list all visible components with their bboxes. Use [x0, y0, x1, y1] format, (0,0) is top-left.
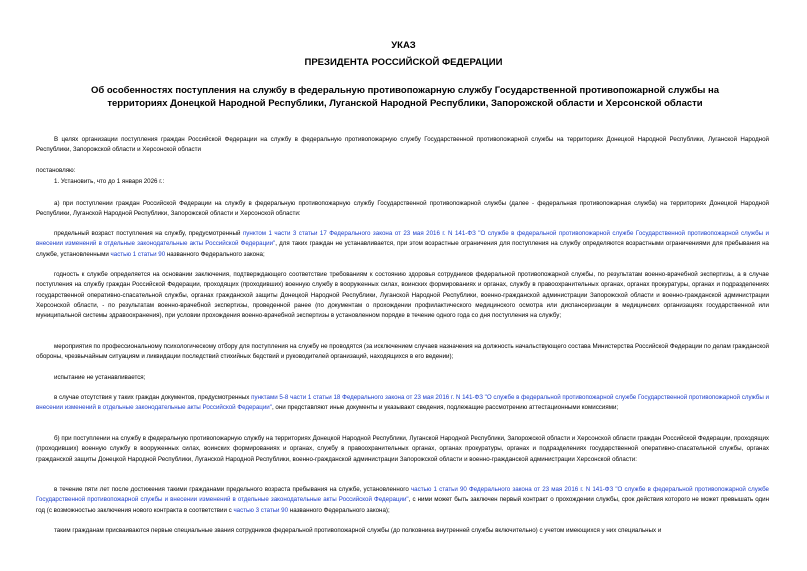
para-item-a: а) при поступлении граждан Российской Федерации на службу в федеральную противопожарную службу Государственной противопожарной службы (далее - федеральная противопожарная служба) на территориях Донецкой Народной Республики, Луганской Народной Республики, Запорожской области и Херсонской области: [36, 200, 769, 218]
docs-text-b: , они представляют иные документы и указывают сведения, подлежащие рассмотрению аттестационными комиссиями; [271, 404, 619, 412]
age-text-a: предельный возраст поступления на службу, предусмотренный [54, 230, 243, 237]
para-ranks: таким гражданам присваиваются первые специальные звания сотрудников федеральной противопожарной службы (до полковника внутренней службы включительно) с учетом имеющихся у них специальных и [54, 527, 662, 534]
age-text-c: названного Федерального закона; [165, 250, 265, 258]
para-intro: В целях организации поступления граждан Российской Федерации на службу в федеральную противопожарную службу Государственной противопожарной службы на территориях Донецкой Народной Республики, Луганской Народной Республики, Запорожской области и Херсонской области [36, 136, 769, 154]
five-text-b: , с ними может быть заключен первый контракт о прохождении службы, срок действия которого не может превышать один год (с возможностью заключения нового контракта в соответствии с [36, 496, 769, 514]
law-link-art90-part3[interactable]: частью 3 статьи 90 [233, 506, 289, 514]
law-link-art90-part1[interactable]: частью 1 статьи 90 Федерального закона от 23 мая 2016 г. N 141-ФЗ "О службе в федеральной противопожарной службе Государственной противопожарной службы и внесении изменений в отдельные законодательные акты Российской Федерации" [36, 486, 769, 504]
para-item-1: 1. Установить, что до 1 января 2026 г.: [54, 178, 165, 185]
para-five-years [36, 485, 769, 516]
law-link-art90[interactable]: частью 1 статьи 90 [110, 250, 166, 258]
para-item-b: б) при поступлении на службу в федеральную противопожарную службу на территориях Донецкой Народной Республики, Луганской Народной Республики, Запорожской области и Херсонской области граждан Российской Федерации, проходящих (проходивших) военную службу в вооруженных силах, воинских формированиях и органах, службу в правоохранительных органах, органах прокуратуры, органах и подразделениях государственной оперативно-спасательной службы, органах гражданской защиты Донецкой Народной Республики, Луганской Народной Республики, военно-гражданской администрации Запорожской области и военно-гражданской администрации Херсонской области: [36, 435, 769, 463]
doc-heading: Об особенностях поступления на службу в федеральную противопожарную службу Государственной противопожарной службы на территориях Донецкой Народной Республики, Луганской Народной Республики, Запорожской области и Херсонской области [90, 85, 720, 109]
para-selection: мероприятия по профессиональному психологическому отбору для поступления на службу не проводятся (за исключением случаев назначения на должность начальствующего состава Министерства Российской Федерации по делам гражданской обороны, чрезвычайным ситуациям и ликвидации последствий стихийных бедствий и руководителей организаций, находящихся в его ведении); [36, 343, 769, 361]
para-fitness: годность к службе определяется на основании заключения, подтверждающего соответствие требованиям к состоянию здоровья сотрудников федеральной противопожарной службы, по результатам военно-врачебной экспертизы, а в случае поступления на службу граждан Российской Федерации, проходящих (проходивших) военную службу в вооруженных силах, воинских формированиях и органах, службу в правоохранительных органах, органах прокуратуры, органах и подразделениях государственной оперативно-спасательной службы, органах гражданской защиты Донецкой Народной Республики, Луганской Народной Республики, военно-гражданской администрации Запорожской области и военно-гражданской администрации Херсонской области, - по результатам военно-врачебной экспертизы, проведенной ранее (по документам о прохождении профилактического медицинского осмотра или диспансеризации в медицинских организациях государственной или муниципальной системы здравоохранения), при условии прохождения военно-врачебной экспертизы в установленном порядке в течение одного года со дня поступления на службу; [36, 271, 769, 320]
doc-title-president: ПРЕЗИДЕНТА РОССИЙСКОЙ ФЕДЕРАЦИИ [304, 57, 503, 68]
five-text-a: в течение пяти лет после достижения такими гражданами предельного возраста пребывания на службе, установленного [54, 486, 411, 493]
doc-title-decree: УКАЗ [391, 40, 416, 51]
law-link-art18[interactable]: пунктами 5-8 части 1 статьи 18 Федерального закона от 23 мая 2016 г. N 141-ФЗ "О службе в федеральной противопожарной службе Государственной противопожарной службы и внесении изменений в отдельные законодательные акты Российской Федерации" [36, 394, 769, 412]
para-age-limit [36, 229, 769, 260]
five-text-c: названного Федерального закона); [288, 506, 390, 514]
docs-text-a: в случае отсутствия у таких граждан документов, предусмотренных [54, 394, 252, 401]
para-probation: испытание не устанавливается; [54, 374, 146, 381]
para-decree: постановляю: [36, 167, 76, 174]
law-link-art17[interactable]: пунктом 1 части 3 статьи 17 Федерального закона от 23 мая 2016 г. N 141-ФЗ "О службе в федеральной противопожарной службе Государственной противопожарной службы и внесении изменений в отдельные законодательные акты Российской Федерации" [36, 230, 770, 248]
age-text-b: , для таких граждан не устанавливается, при этом возрастные ограничения для поступления на службу определяются возрастными ограничениями для пребывания на службе, установленными [36, 240, 769, 258]
para-documents [36, 393, 769, 414]
